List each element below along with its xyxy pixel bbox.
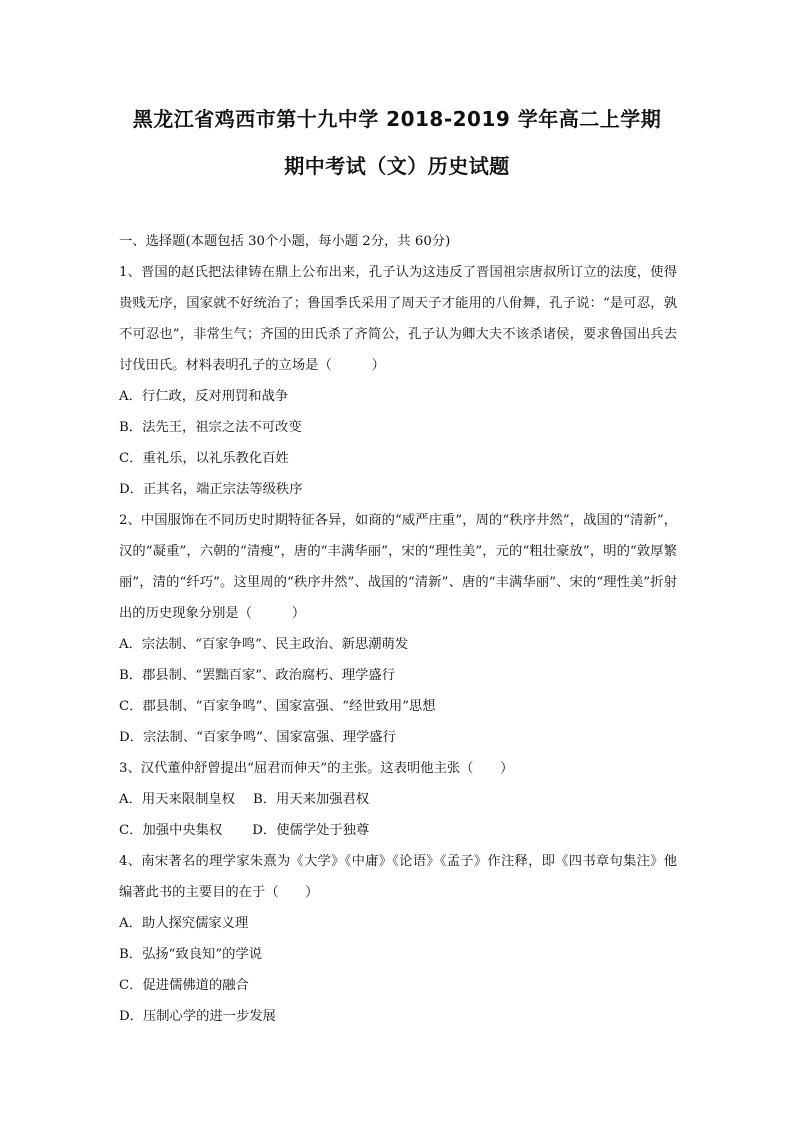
question-4-option-b: B．弘扬“致良知”的学说 <box>119 947 263 962</box>
question-1-option-d: D．正其名，端正宗法等级秩序 <box>119 482 303 497</box>
exam-title-line-2: 期中考试（文）历史试题 <box>284 154 510 178</box>
question-2-option-d: D．宗法制、“百家争鸣”、国家富强、理学盛行 <box>119 730 396 745</box>
question-3-option-c: C．加强中央集权 <box>119 823 223 838</box>
question-4-option-d: D．压制心学的进一步发展 <box>119 1009 276 1024</box>
question-1-option-c: C．重礼乐，以礼乐教化百姓 <box>119 451 289 466</box>
exam-content <box>119 226 677 1032</box>
question-1-stem: 1、晋国的赵氏把法律铸在鼎上公布出来，孔子认为这违反了晋国祖宗唐叔所订立的法度，使得贵贱无序，国家就不好统治了；鲁国季氏采用了周天子才能用的八佾舞，孔子说：“是可忍，孰不可忍也”，非常生气；齐国的田氏杀了齐简公，孔子认为卿大夫不该杀诸侯，要求鲁国出兵去讨伐田氏。材料表明孔子的立场是（ ） <box>119 265 677 373</box>
question-3-stem: 3、汉代董仲舒曾提出“屈君而伸天”的主张。这表明他主张（ ） <box>119 761 514 776</box>
question-3-option-b: B．用天来加强君权 <box>252 792 370 807</box>
question-2-option-a: A．宗法制、“百家争鸣”、民主政治、新思潮萌发 <box>119 637 409 652</box>
question-4-option-c: C．促进儒佛道的融合 <box>119 978 249 993</box>
question-2-option-c: C．郡县制、“百家争鸣”、国家富强、“经世致用”思想 <box>119 699 436 714</box>
question-2-stem: 2、中国服饰在不同历史时期特征各异，如商的“威严庄重”，周的“秩序井然”，战国的“清新”，汉的“凝重”，六朝的“清瘦”，唐的“丰满华丽”，宋的“理性美”，元的“粗壮豪放”，明的“敦厚繁丽”，清的“纤巧”。这里周的“秩序井然”、战国的“清新”、唐的“丰满华丽”、宋的“理性美”折射出的历史现象分别是（ ） <box>119 513 677 621</box>
question-3-options-row-1 <box>119 784 677 815</box>
question-3-option-d: D．使儒学处于独尊 <box>252 823 370 838</box>
question-4-stem: 4、南宋著名的理学家朱熹为《大学》《中庸》《论语》《孟子》作注释，即《四书章句集注》他编著此书的主要目的在于（ ） <box>119 854 677 900</box>
question-1-option-b: B．法先王，祖宗之法不可改变 <box>119 420 302 435</box>
exam-title-line-1: 黑龙江省鸡西市第十九中学 2018-2019 学年高二上学期 <box>132 107 662 131</box>
question-3-option-a: A．用天来限制皇权 <box>119 792 235 807</box>
section-heading: 一、选择题(本题包括 30个小题，每小题 2分，共 60分) <box>119 234 451 249</box>
question-4-option-a: A．助人探究儒家义理 <box>119 916 249 931</box>
question-1-option-a: A．行仁政，反对刑罚和战争 <box>119 389 289 404</box>
question-3-options-row-2 <box>119 815 677 846</box>
question-2-option-b: B．郡县制、“罢黜百家”、政治腐朽、理学盛行 <box>119 668 396 683</box>
